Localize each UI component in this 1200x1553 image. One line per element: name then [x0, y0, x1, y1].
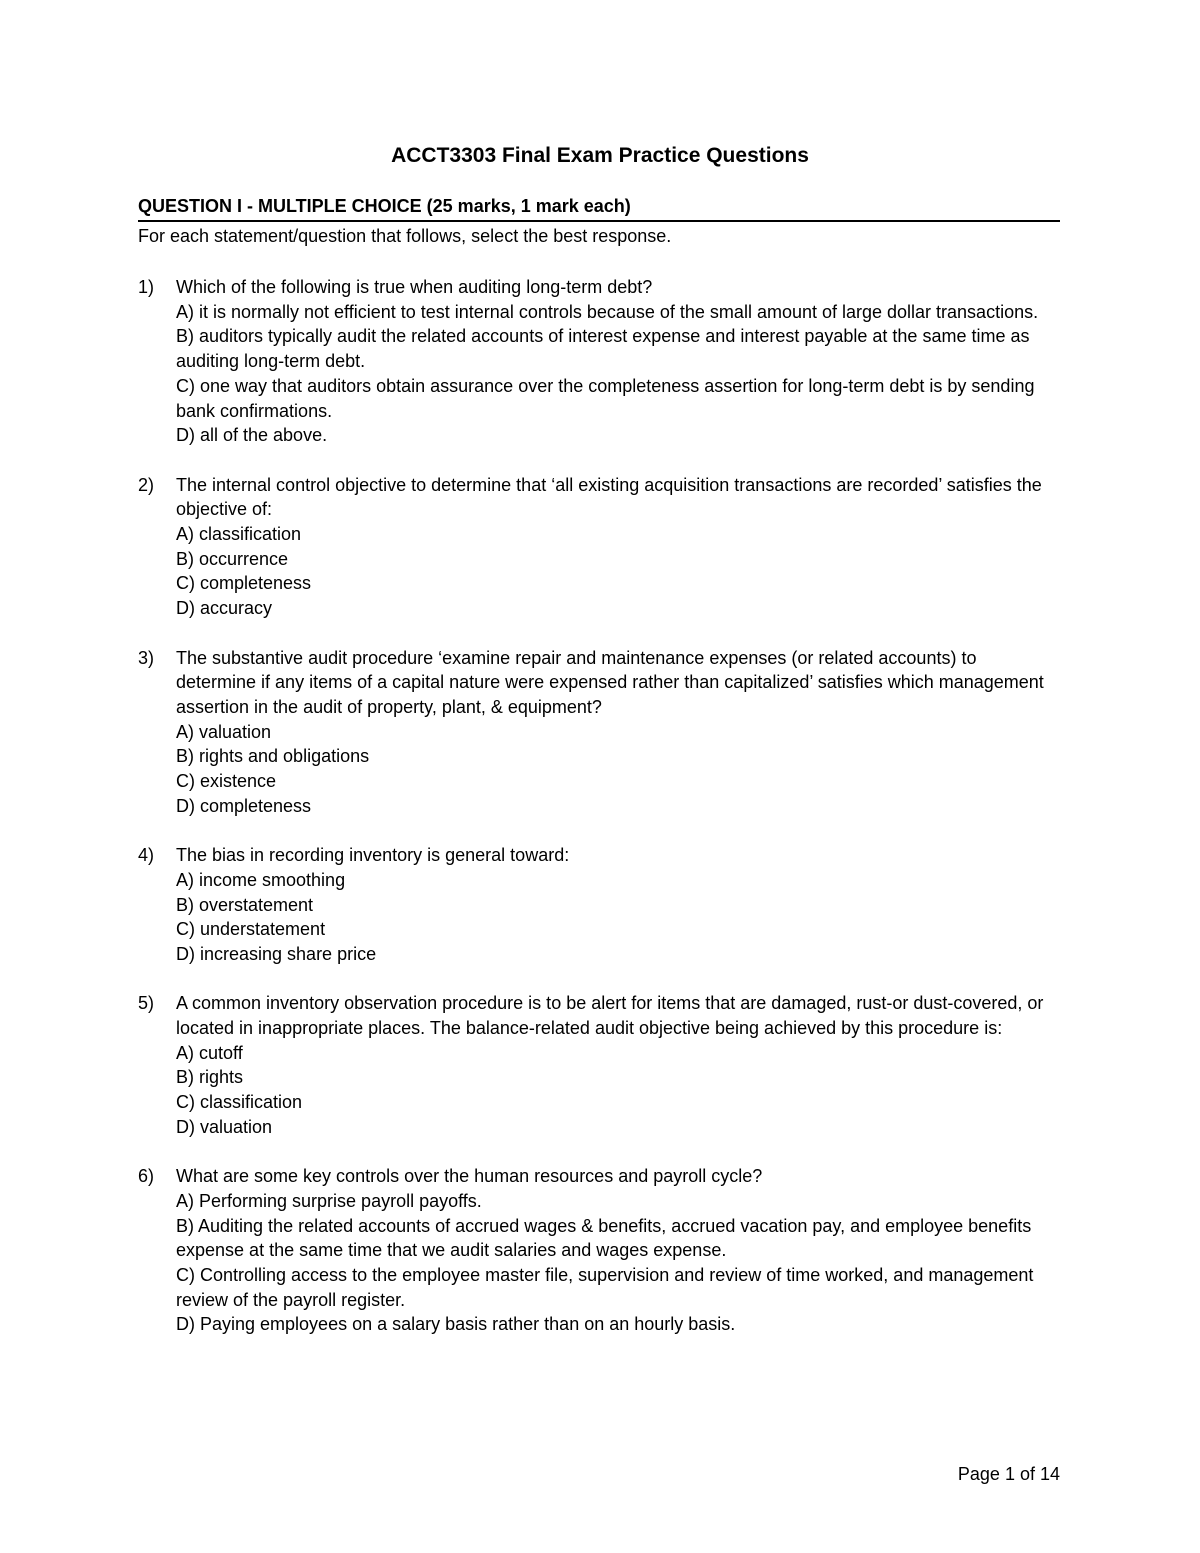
answer-option-c: C) one way that auditors obtain assurance over the completeness assertion for long-term debt is by sending bank confirmations. — [176, 375, 1035, 421]
answer-option-a: A) cutoff — [176, 1042, 243, 1063]
question-stem: The substantive audit procedure ‘examine repair and maintenance expenses (or related accounts) to determine if any items of a capital nature were expensed rather than capitalized’ satisfies which management assertion in the audit of property, plant, & equipment? — [176, 647, 1044, 717]
answer-option-c: C) existence — [176, 771, 277, 792]
question-stem: The internal control objective to determine that ‘all existing acquisition transactions are recorded’ satisfies the objective of: — [176, 474, 1042, 520]
answer-option-d: D) Paying employees on a salary basis rather than on an hourly basis. — [176, 1314, 736, 1335]
answer-option-b: B) overstatement — [176, 894, 314, 915]
question-stem: A common inventory observation procedure is to be alert for items that are damaged, rust-or dust-covered, or located in inappropriate places. The balance-related audit objective being achieved by this procedure is: — [176, 993, 1044, 1039]
section-heading: QUESTION I - MULTIPLE CHOICE (25 marks, 1 mark each) — [138, 194, 1060, 222]
answer-option-c: C) understatement — [176, 919, 326, 940]
answer-option-c: C) completeness — [176, 573, 312, 594]
question-stem: Which of the following is true when auditing long-term debt? — [176, 277, 653, 297]
answer-option-b: B) auditors typically audit the related accounts of interest expense and interest payable at the same time as auditing long-term debt. — [176, 326, 1030, 372]
question-number: 2) — [138, 474, 155, 495]
instructions-text: For each statement/question that follows, select the best response. — [138, 226, 672, 246]
document-title: ACCT3303 Final Exam Practice Questions — [391, 144, 809, 167]
question-6 — [138, 1164, 1060, 1337]
question-number: 4) — [138, 845, 155, 866]
question-5 — [138, 991, 1060, 1139]
answer-option-b: B) Auditing the related accounts of accrued wages & benefits, accrued vacation pay, and employee benefits expense at the same time that we audit salaries and wages expense. — [176, 1215, 1032, 1261]
question-number: 3) — [138, 647, 155, 668]
answer-option-d: D) accuracy — [176, 598, 273, 619]
answer-option-c: C) classification — [176, 1092, 303, 1113]
answer-option-b: B) rights and obligations — [176, 746, 370, 767]
question-3 — [138, 646, 1060, 819]
question-number: 6) — [138, 1166, 155, 1187]
answer-option-b: B) rights — [176, 1067, 244, 1088]
question-1 — [138, 275, 1060, 448]
question-number: 5) — [138, 993, 155, 1014]
question-list — [138, 275, 1060, 1362]
answer-option-a: A) income smoothing — [176, 869, 346, 890]
question-4 — [138, 843, 1060, 967]
question-2 — [138, 473, 1060, 621]
question-stem: The bias in recording inventory is general toward: — [176, 845, 570, 866]
question-stem: What are some key controls over the human resources and payroll cycle? — [176, 1166, 763, 1187]
answer-option-b: B) occurrence — [176, 548, 289, 569]
question-number: 1) — [138, 277, 155, 297]
answer-option-a: A) classification — [176, 524, 302, 545]
answer-option-c: C) Controlling access to the employee master file, supervision and review of time worked, and management review of the payroll register. — [176, 1265, 1034, 1310]
answer-option-d: D) all of the above. — [176, 425, 328, 446]
answer-option-d: D) increasing share price — [176, 943, 377, 964]
answer-option-a: A) it is normally not efficient to test internal controls because of the small amount of large dollar transactions. — [176, 301, 1039, 322]
answer-option-a: A) Performing surprise payroll payoffs. — [176, 1190, 482, 1211]
page-number: Page 1 of 14 — [957, 1464, 1060, 1484]
answer-option-d: D) valuation — [176, 1116, 273, 1137]
answer-option-a: A) valuation — [176, 721, 272, 742]
answer-option-d: D) completeness — [176, 795, 312, 816]
